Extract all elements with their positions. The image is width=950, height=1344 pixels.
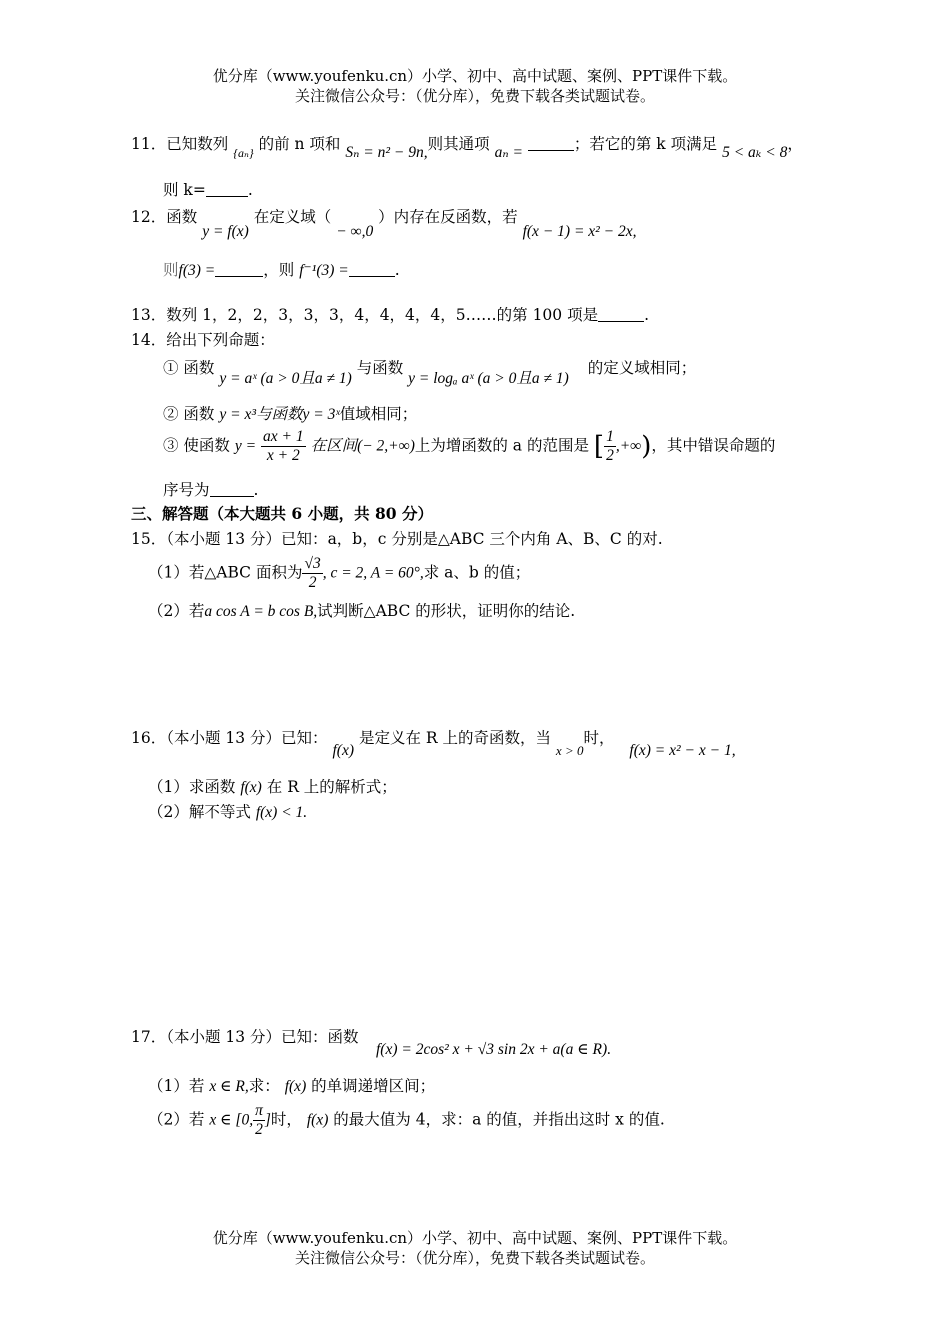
question-13 — [131, 303, 649, 325]
q13-text: . — [644, 306, 650, 324]
q15-math: , c = 2, A = 60°, — [322, 564, 424, 582]
q12-text: ）内存在反函数，若 — [378, 208, 518, 226]
q17-text: 的最大值为 4，求：a 的值，并指出这时 x 的值. — [333, 1110, 665, 1129]
q11-math-range: 5 < aₖ < 8 — [722, 144, 788, 161]
q13-text: 数列 1，2，2，3，3，3，4，4，4，4，5……的第 100 项是 — [166, 306, 599, 324]
q16-text: （1）求函数 — [148, 778, 236, 796]
q14-proposition-1 — [163, 356, 696, 388]
q16-text: （本小题 13 分）已知： — [166, 729, 328, 747]
fraction-numerator: 1 — [606, 428, 614, 445]
q15-math: a cos A = b cos B, — [204, 603, 318, 620]
section-3-title: 三、解答题（本大题共 6 小题，共 80 分） — [131, 504, 433, 523]
q15-text: （1）若△ABC 面积为 — [148, 563, 303, 582]
q16-text: 时， — [583, 729, 615, 747]
q14-math: y = logₐ aˣ (a > 0且a ≠ 1) — [408, 370, 569, 387]
q11-text: 则其通项 — [427, 135, 490, 153]
q16-part-2 — [148, 800, 307, 822]
q14-text: 值域相同； — [339, 405, 418, 423]
q12-math-finv: f⁻¹(3) = — [299, 262, 349, 279]
question-11 — [131, 132, 803, 162]
q12-math-domain: − ∞,0 — [336, 223, 374, 240]
answer-blank — [349, 261, 395, 278]
fraction-denominator: 2 — [255, 1121, 263, 1138]
q17-text: 的单调递增区间； — [311, 1077, 436, 1095]
question-12 — [131, 205, 637, 241]
q12-math-f: f(x − 1) = x² − 2x, — [522, 223, 637, 240]
q11-text: . — [247, 181, 253, 199]
q16-math: f(x) < 1. — [255, 804, 308, 821]
q17-math: x ∈ R, — [209, 1078, 249, 1095]
question-17 — [131, 1025, 359, 1047]
q11-number: 11． — [131, 135, 167, 153]
q16-part-1 — [148, 775, 397, 797]
q14-math: y = x³与函数y = 3ˣ — [219, 406, 340, 423]
q17-fraction — [253, 1102, 265, 1139]
q14-text: ③ 使函数 — [163, 436, 230, 455]
q15-text: （本小题 13 分）已知： — [166, 530, 328, 548]
q12-text: 则 — [163, 261, 179, 279]
q17-part-2 — [148, 1102, 665, 1139]
q16-number: 16． — [131, 729, 167, 747]
q16-math: f(x) — [240, 779, 262, 796]
q17-text: （1）若 — [148, 1077, 205, 1095]
answer-blank — [210, 481, 254, 498]
q15-fraction — [302, 555, 322, 592]
q17-math: f(x) = 2cos² x + √3 sin 2x + a(a ∈ R). — [376, 1041, 612, 1058]
q16-math: f(x) = x² − x − 1, — [629, 742, 736, 759]
q15-part-1 — [148, 555, 530, 592]
q11-text: ；若它的第 k 项满足 — [573, 135, 718, 153]
answer-blank — [206, 181, 248, 198]
right-paren: ) — [641, 431, 652, 462]
question-12-line2 — [163, 258, 400, 280]
q15-text: 求 a、b 的值； — [423, 563, 531, 582]
q11-text: 的前 n 项和 — [258, 135, 341, 153]
q12-text: . — [394, 261, 400, 279]
q14-math: y = aˣ (a > 0且a ≠ 1) — [219, 370, 352, 387]
fraction-denominator: x + 2 — [266, 447, 300, 464]
q12-number: 12． — [131, 208, 167, 226]
header-line-1: 优分库（www.youfenku.cn）小学、初中、高中试题、案例、PPT课件下载。 — [212, 67, 738, 85]
fraction-numerator: π — [255, 1102, 263, 1119]
q17-text: 时， — [270, 1110, 302, 1129]
q13-number: 13． — [131, 306, 167, 324]
q17-math: f(x) — [306, 1111, 329, 1129]
q12-text: 在定义域（ — [253, 208, 332, 226]
q14-math: y = — [234, 437, 257, 455]
q11-math-sum: Sₙ = n² − 9n, — [345, 144, 428, 161]
fraction-numerator: ax + 1 — [263, 428, 304, 445]
q16-text: 在 R 上的解析式； — [266, 778, 397, 796]
q15-text: 试判断△ABC 的形状，证明你的结论. — [317, 602, 576, 620]
q11-text: ， — [787, 135, 803, 153]
question-11-line2 — [163, 178, 253, 200]
question-15 — [131, 527, 663, 549]
q14-text: ② 函数 — [163, 405, 215, 423]
answer-blank — [215, 261, 263, 278]
q11-text: 已知数列 — [166, 135, 229, 153]
q14-text: 上为增函数的 a 的范围是 — [414, 436, 589, 455]
q16-text: （2）解不等式 — [148, 803, 251, 821]
q17-number: 17． — [131, 1028, 167, 1046]
q14-text: 与函数 — [356, 359, 404, 377]
answer-blank — [528, 135, 574, 152]
q17-part-1 — [148, 1074, 435, 1096]
q14-line-last — [163, 478, 258, 500]
answer-blank — [598, 306, 644, 323]
q14-proposition-3 — [163, 428, 775, 465]
q15-part-2 — [148, 599, 575, 621]
q14-text: . — [253, 481, 259, 499]
header-line-2: 关注微信公众号：（优分库），免费下载各类试题试卷。 — [294, 87, 655, 105]
q17-math: ] — [264, 1111, 271, 1129]
footer-line-1: 优分库（www.youfenku.cn）小学、初中、高中试题、案例、PPT课件下载。 — [212, 1229, 738, 1247]
q12-math-y: y = f(x) — [202, 223, 249, 240]
q15-number: 15． — [131, 530, 167, 548]
left-bracket: [ — [593, 431, 605, 462]
q16-math: x > 0 — [555, 743, 584, 758]
q17-math: x ∈ [0, — [209, 1111, 254, 1129]
q16-math: f(x) — [332, 742, 355, 759]
q15-text: a，b，c 分别是△ABC 三个内角 A、B、C 的对. — [327, 530, 663, 548]
q14-fraction — [261, 428, 306, 465]
q11-math-seq: {aₙ} — [233, 146, 254, 160]
q17-function — [376, 1040, 611, 1059]
question-16 — [131, 726, 736, 760]
q17-text: （本小题 13 分）已知：函数 — [166, 1028, 359, 1046]
q12-math-f3: f(3) = — [178, 262, 216, 279]
q14-math: 在区间(− 2,+∞) — [310, 437, 415, 455]
q12-text: ，则 — [263, 261, 295, 279]
footer-line-2: 关注微信公众号：（优分库），免费下载各类试题试卷。 — [294, 1249, 655, 1267]
q17-text: 求： — [248, 1077, 280, 1095]
q14-range-fraction — [604, 428, 616, 465]
q14-title: 给出下列命题： — [166, 331, 275, 349]
q14-proposition-2 — [163, 402, 417, 424]
q15-text: （2）若 — [148, 602, 205, 620]
fraction-numerator: √3 — [304, 555, 321, 572]
q17-text: （2）若 — [148, 1110, 205, 1129]
q14-text: ，其中错误命题的 — [651, 436, 776, 455]
q14-text: 的定义域相同； — [587, 359, 697, 377]
q17-math: f(x) — [284, 1078, 307, 1095]
question-14 — [131, 328, 275, 350]
q14-text: 序号为 — [163, 481, 210, 499]
q11-math-an: aₙ = — [494, 144, 523, 161]
q11-text: 则 k= — [163, 181, 206, 199]
fraction-denominator: 2 — [308, 574, 317, 591]
q14-math: ,+∞ — [615, 437, 642, 455]
q14-text: ① 函数 — [163, 359, 215, 377]
fraction-denominator: 2 — [606, 447, 614, 464]
q12-text: 函数 — [166, 208, 198, 226]
q16-text: 是定义在 R 上的奇函数，当 — [358, 729, 551, 747]
q14-number: 14． — [131, 331, 167, 349]
